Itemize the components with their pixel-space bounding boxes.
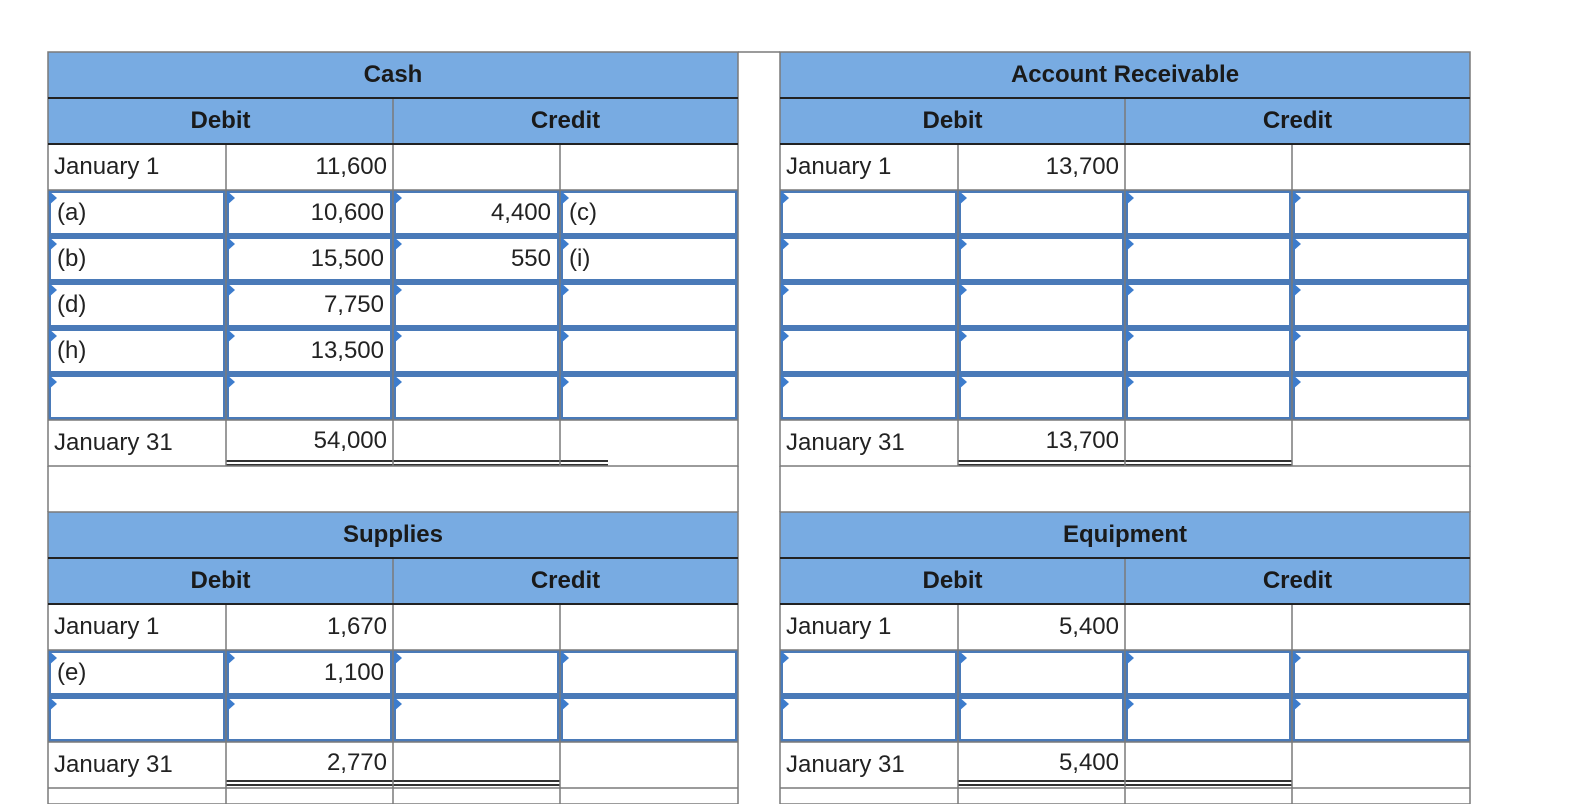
credit-header: Credit (1125, 98, 1470, 144)
entry-ref-input[interactable]: (a) (48, 190, 226, 236)
closing-date: January 31 (786, 751, 905, 778)
opening-debit: 1,670 (326, 613, 387, 640)
entry-ref-input[interactable]: (e) (48, 650, 226, 696)
credit-ref-input[interactable]: (i) (560, 236, 738, 282)
opening-date: January 1 (54, 153, 160, 180)
debit-header: Debit (780, 558, 1125, 604)
entry-ref-input[interactable]: (b) (48, 236, 226, 282)
opening-debit: 13,700 (1045, 153, 1119, 180)
debit-amount-input[interactable]: 7,750 (226, 282, 393, 328)
closing-debit: 5,400 (1058, 749, 1119, 776)
account-title: Cash (48, 52, 738, 98)
credit-amount-input[interactable]: 550 (393, 236, 560, 282)
credit-ref-input[interactable]: (c) (560, 190, 738, 236)
debit-amount-input[interactable]: 13,500 (226, 328, 393, 374)
closing-debit: 13,700 (1045, 427, 1119, 454)
closing-date: January 31 (54, 429, 173, 456)
debit-amount-input[interactable]: 1,100 (226, 650, 393, 696)
debit-amount-input[interactable]: 15,500 (226, 236, 393, 282)
credit-header: Credit (1125, 558, 1470, 604)
credit-header: Credit (393, 98, 738, 144)
credit-amount-input[interactable]: 4,400 (393, 190, 560, 236)
debit-amount-input[interactable]: 10,600 (226, 190, 393, 236)
closing-debit: 54,000 (313, 427, 387, 454)
entry-ref-input[interactable]: (h) (48, 328, 226, 374)
closing-date: January 31 (786, 429, 905, 456)
account-title: Equipment (780, 512, 1470, 558)
opening-debit: 5,400 (1058, 613, 1119, 640)
closing-debit: 2,770 (326, 749, 387, 776)
opening-date: January 1 (54, 613, 160, 640)
debit-header: Debit (48, 98, 393, 144)
debit-header: Debit (48, 558, 393, 604)
account-title: Supplies (48, 512, 738, 558)
opening-date: January 1 (786, 613, 892, 640)
entry-ref-input[interactable]: (d) (48, 282, 226, 328)
closing-date: January 31 (54, 751, 173, 778)
opening-date: January 1 (786, 153, 892, 180)
account-title: Account Receivable (780, 52, 1470, 98)
debit-header: Debit (780, 98, 1125, 144)
credit-header: Credit (393, 558, 738, 604)
opening-debit: 11,600 (315, 153, 387, 180)
